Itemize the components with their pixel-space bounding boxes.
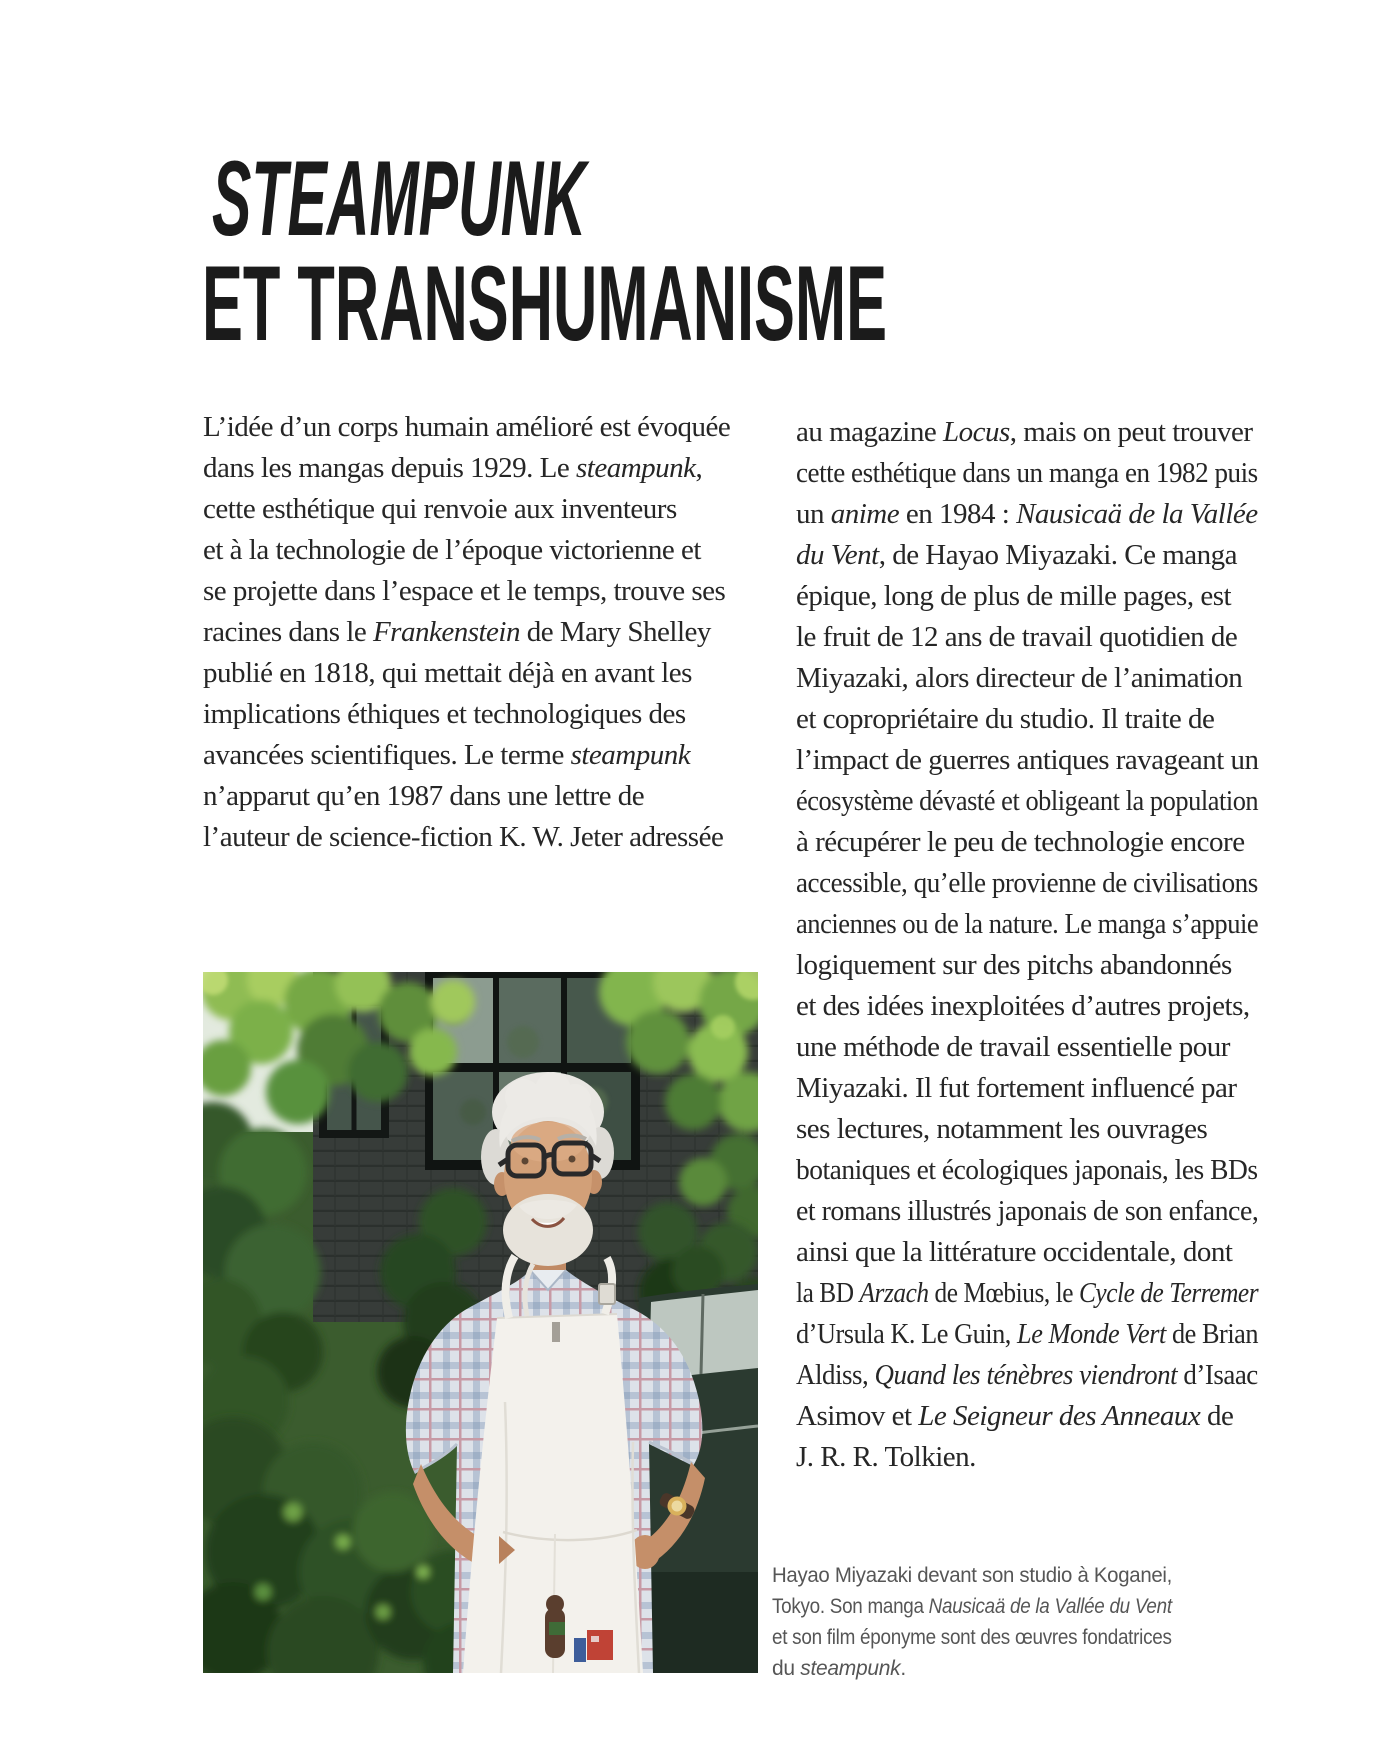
miyazaki-photo-illustration — [203, 972, 758, 1673]
text-line: Miyazaki, alors directeur de l’animation — [796, 662, 1243, 694]
text-line: l’auteur de science-fiction K. W. Jeter adressée — [203, 821, 724, 853]
text-line: le fruit de 12 ans de travail quotidien de — [796, 621, 1238, 653]
text-line: avancées scientifiques. Le terme steampunk — [203, 739, 691, 771]
text-line: d’Ursula K. Le Guin, Le Monde Vert de Brian — [796, 1318, 1259, 1350]
text-line: Miyazaki. Il fut fortement influencé par — [796, 1072, 1237, 1104]
text-line: et des idées inexploitées d’autres projets, — [796, 990, 1250, 1022]
text-line: se projette dans l’espace et le temps, trouve ses — [203, 575, 726, 607]
eye — [522, 1158, 529, 1165]
text-line: cette esthétique dans un manga en 1982 puis — [796, 457, 1258, 489]
text-line: n’apparut qu’en 1987 dans une lettre de — [203, 780, 645, 812]
text-line: racines dans le Frankenstein de Mary Shelley — [203, 616, 711, 648]
text-line: une méthode de travail essentielle pour — [796, 1031, 1230, 1063]
text-line: et romans illustrés japonais de son enfance, — [796, 1195, 1259, 1227]
article-column-right — [796, 412, 1325, 1478]
text-line: un anime en 1984 : Nausicaä de la Vallée — [796, 498, 1258, 530]
text-line: cette esthétique qui renvoie aux inventeurs — [203, 493, 677, 525]
article-title — [202, 130, 942, 363]
text-line: et son film éponyme sont des œuvres fondatrices — [772, 1626, 1172, 1649]
text-line: publié en 1818, qui mettait déjà en avant les — [203, 657, 692, 689]
text-line: accessible, qu’elle provienne de civilisations — [796, 867, 1258, 899]
article-column-left — [203, 407, 730, 858]
miyazaki-photo — [203, 972, 758, 1673]
text-line: Aldiss, Quand les ténèbres viendront d’Isaac — [796, 1359, 1258, 1391]
text-line: du Vent, de Hayao Miyazaki. Ce manga — [796, 539, 1238, 571]
text-line: et copropriétaire du studio. Il traite de — [796, 703, 1215, 735]
text-line: logiquement sur des pitchs abandonnés — [796, 949, 1232, 981]
eye — [569, 1156, 576, 1163]
text-line: du steampunk. — [772, 1657, 906, 1680]
text-line: au magazine Locus, mais on peut trouver — [796, 416, 1253, 448]
strap-buckle — [599, 1284, 615, 1304]
text-line: la BD Arzach de Mœbius, le Cycle de Terremer — [796, 1277, 1259, 1309]
text-line: ses lectures, notamment les ouvrages — [796, 1113, 1208, 1145]
page-title-line1: STEAMPUNK — [212, 138, 590, 258]
text-line: Tokyo. Son manga Nausicaä de la Vallée du Vent — [772, 1595, 1172, 1618]
text-line: dans les mangas depuis 1929. Le steampunk, — [203, 452, 703, 484]
photo-caption — [772, 1560, 1218, 1684]
text-line: J. R. R. Tolkien. — [796, 1441, 976, 1473]
text-line: épique, long de plus de mille pages, est — [796, 580, 1232, 612]
text-line: et à la technologie de l’époque victorienne et — [203, 534, 701, 566]
text-line: botaniques et écologiques japonais, les BDs — [796, 1154, 1258, 1186]
text-line: anciennes ou de la nature. Le manga s’appuie — [796, 908, 1259, 940]
text-line: à récupérer le peu de technologie encore — [796, 826, 1245, 858]
text-line: Hayao Miyazaki devant son studio à Koganei, — [772, 1564, 1173, 1587]
text-line: ainsi que la littérature occidentale, dont — [796, 1236, 1233, 1268]
text-line: Asimov et Le Seigneur des Anneaux de — [796, 1400, 1234, 1432]
text-line: implications éthiques et technologiques des — [203, 698, 686, 730]
apron-clip — [552, 1322, 560, 1342]
text-line: L’idée d’un corps humain amélioré est évoquée — [203, 411, 731, 443]
text-line: l’impact de guerres antiques ravageant un — [796, 744, 1259, 776]
text-line: écosystème dévasté et obligeant la population — [796, 785, 1259, 817]
page-title-line2: ET TRANSHUMANISME — [202, 243, 887, 363]
